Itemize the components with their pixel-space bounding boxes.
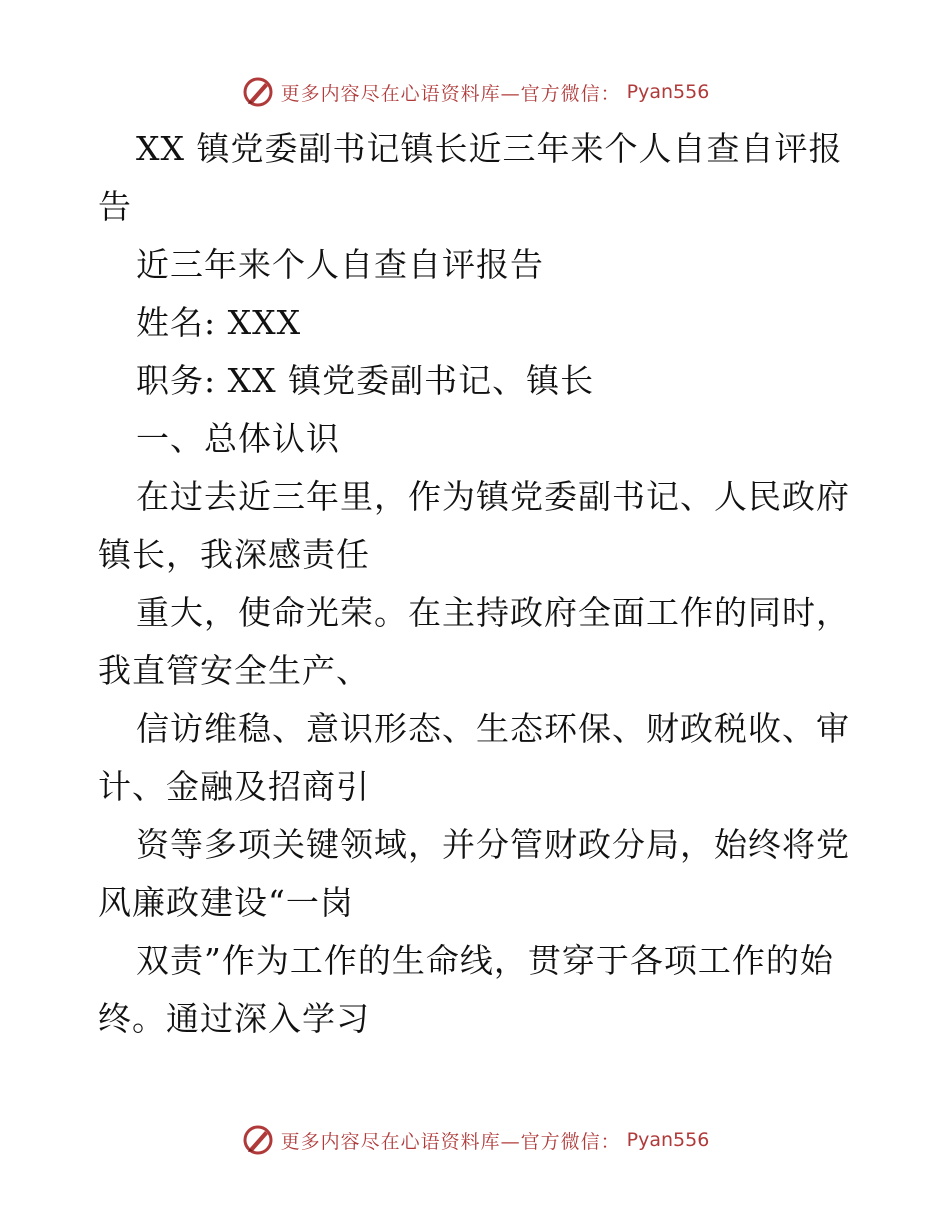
pen-logo-icon [241, 75, 275, 109]
banner-text: 更多内容尽在心语资料库—官方微信： [280, 1130, 621, 1153]
pen-logo-icon [241, 1123, 275, 1157]
paragraph-line: 双责”作为工作的生命线，贯穿于各项工作的始 [136, 941, 834, 980]
banner-contact: Pyan556 [626, 1129, 710, 1151]
paragraph-line: 资等多项关键领域，并分管财政分局，始终将党 [136, 825, 850, 864]
paragraph-line: 我直管安全生产、 [98, 651, 370, 690]
banner-text: 更多内容尽在心语资料库—官方微信： [280, 82, 621, 105]
section-heading: 一、总体认识 [136, 419, 340, 458]
position-field: 职务: XX 镇党委副书记、镇长 [136, 361, 595, 400]
paragraph-line: 计、金融及招商引 [98, 767, 370, 806]
document-title-line-1: XX 镇党委副书记镇长近三年来个人自查自评报 [136, 129, 843, 168]
paragraph-line: 信访维稳、意识形态、生态环保、财政税收、审 [136, 709, 850, 748]
banner-contact: Pyan556 [626, 81, 710, 103]
paragraph-line: 重大，使命光荣。在主持政府全面工作的同时， [136, 593, 850, 632]
footer-watermark-banner [0, 1120, 950, 1160]
paragraph-line: 终。通过深入学习 [98, 999, 370, 1038]
document-body [98, 120, 858, 1048]
paragraph-line: 镇长，我深感责任 [98, 535, 370, 574]
paragraph-line: 风廉政建设“一岗 [98, 883, 354, 922]
report-subtitle: 近三年来个人自查自评报告 [136, 245, 544, 284]
document-title-line-2: 告 [98, 187, 132, 226]
header-watermark-banner [0, 72, 950, 112]
paragraph-line: 在过去近三年里，作为镇党委副书记、人民政府 [136, 477, 850, 516]
name-field: 姓名: XXX [136, 303, 302, 342]
